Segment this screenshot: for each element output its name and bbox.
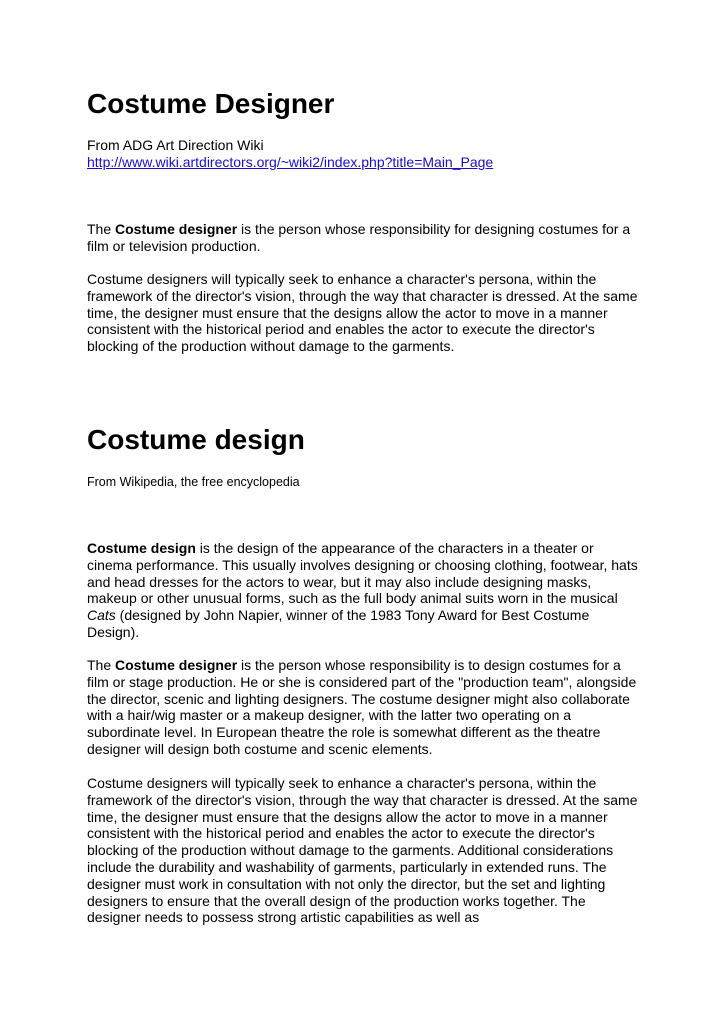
paragraph-text: Costume designers will typically seek to enhance a character's persona, within the framework of the director's vision, through the way that character is dressed. At the same time, the designer must ensure that the designs allow the actor to move in a manner consistent with the historical period and enables the actor to execute the director's blocking of the production without damage to the garments. Additional considerations include the durability and washability of garments, particularly in extended runs. The designer must work in consultation with not only the director, but the set and lighting designers to ensure that the overall design of the production works together. The designer needs to possess strong artistic capabilities as well as — [87, 775, 638, 926]
bold-term: Costume designer — [115, 221, 238, 237]
text-run: The — [87, 657, 116, 673]
bold-term: Costume design — [87, 540, 196, 556]
text-run: is the design of the appearance of the characters in a theater or cinema performance. This usually involves designing or choosing clothing, footwear, hats and head dresses for the actors to wear, but it may also include designing masks, makeup or other unusual forms, such as the full body animal suits worn in the musical — [87, 540, 638, 607]
bold-term: Costume designer — [115, 657, 238, 673]
paragraph-design-definition — [87, 540, 639, 641]
source-block — [87, 137, 639, 172]
paragraph-text: Costume designers will typically seek to enhance a character's persona, within the framework of the director's vision, through the way that character is dressed. At the same time, the designer must ensure that the designs allow the actor to move in a manner consistent with the historical period and enables the actor to execute the director's blocking of the production without damage to the garments. — [87, 271, 638, 355]
text-run: is the person whose responsibility for designing costumes for a film or television production. — [87, 221, 631, 254]
wiki-link[interactable]: http://www.wiki.artdirectors.org/~wiki2/index.php?title=Main_Page — [87, 154, 494, 170]
text-run: is the person whose responsibility is to design costumes for a film or stage production. He or she is considered part of the "production team", alongside the director, scenic and lighting designers. The costume designer might also collaborate with a hair/wig master or a makeup designer, with the latter two operating on a subordinate level. In European theatre the role is somewhat different as the theatre designer will design both costume and scenic elements. — [87, 657, 637, 757]
source-line: From ADG Art Direction Wiki — [87, 137, 264, 153]
paragraph-designer-role — [87, 657, 639, 758]
section-costume-design-header — [87, 424, 639, 456]
section-title: Costume design — [87, 424, 305, 455]
italic-term: Cats — [87, 607, 116, 624]
page-title: Costume Designer — [87, 88, 335, 119]
source-line: From Wikipedia, the free encyclopedia — [87, 475, 300, 489]
paragraph-persona-extended — [87, 775, 639, 926]
text-run: The — [87, 221, 116, 237]
source-block-2 — [87, 474, 639, 490]
section-costume-designer-header — [87, 88, 639, 120]
paragraph-persona — [87, 271, 639, 355]
text-run: (designed by John Napier, winner of the 1983 Tony Award for Best Costume Design). — [87, 607, 590, 640]
paragraph-intro — [87, 221, 639, 255]
